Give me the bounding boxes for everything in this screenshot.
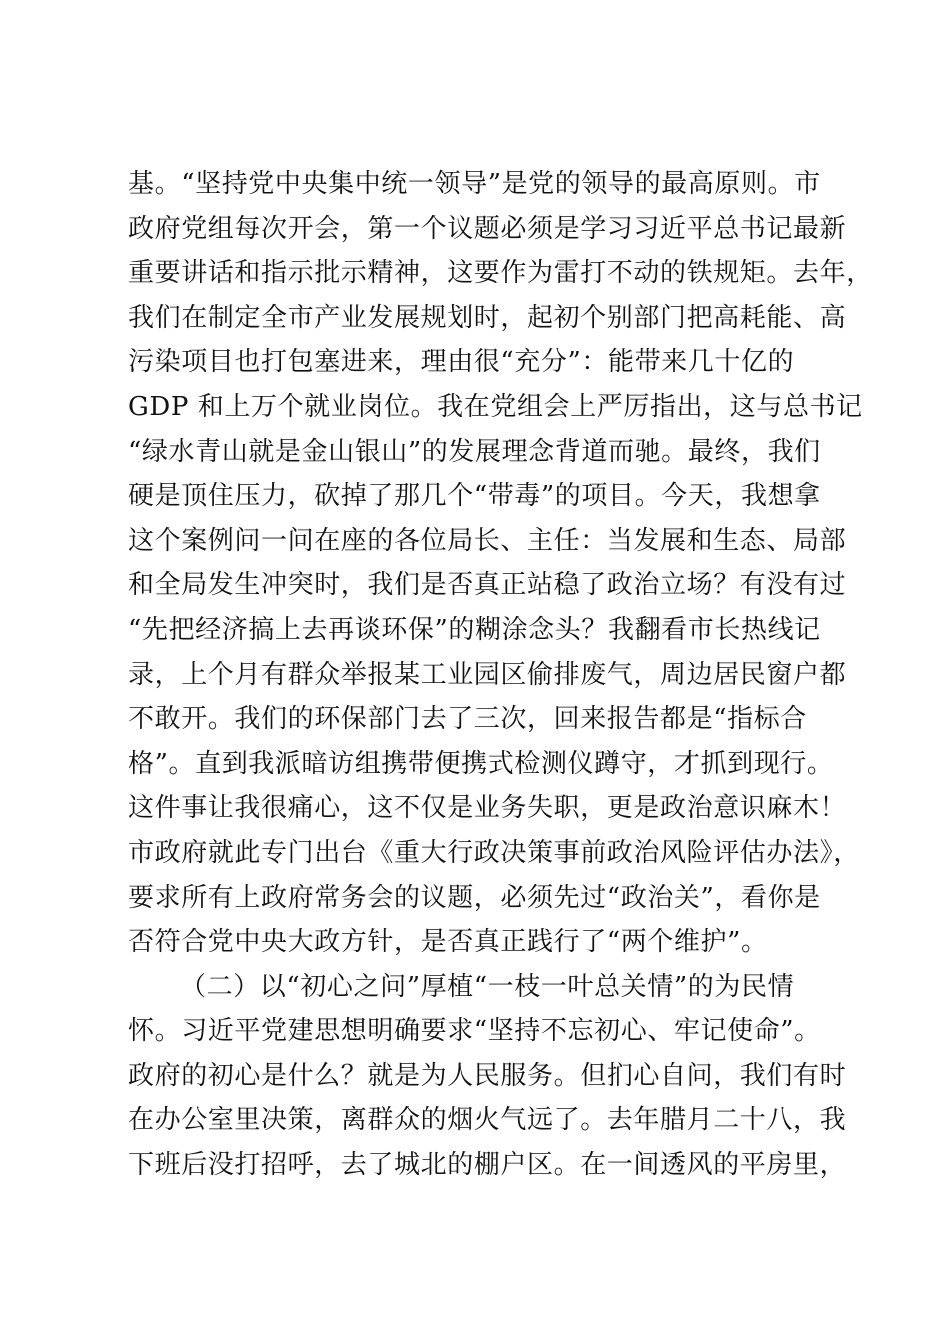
text-line: 否符合党中央大政方针，是否真正践行了“两个维护”。 — [128, 927, 768, 958]
body-text — [128, 162, 873, 1188]
text-line: 下班后没打招呼，去了城北的棚户区。在一间透风的平房里， — [128, 1150, 847, 1181]
section-heading-line: （二）以“初心之问”厚植“一枝一叶总关情”的为民情 — [180, 971, 795, 1002]
text-line: 污染项目也打包塞进来，理由很“充分”：能带来几十亿的 — [128, 347, 795, 378]
text-line: “先把经济搞上去再谈环保”的糊涂念头？我翻看市长热线记 — [128, 614, 821, 645]
text-line: 不敢开。我们的环保部门去了三次，回来报告都是“指标合 — [128, 704, 807, 735]
text-line: 在办公室里决策，离群众的烟火气远了。去年腊月二十八，我 — [128, 1105, 847, 1136]
text-line: 这个案例问一问在座的各位局长、主任：当发展和生态、局部 — [128, 525, 847, 556]
text-line: 硬是顶住压力，砍掉了那几个“带毒”的项目。今天，我想拿 — [128, 481, 821, 512]
text-line: 市政府就此专门出台《重大行政决策事前政治风险评估办法》， — [128, 837, 860, 868]
text-line: 我们在制定全市产业发展规划时，起初个别部门把高耗能、高 — [128, 302, 847, 333]
text-line: 和全局发生冲突时，我们是否真正站稳了政治立场？有没有过 — [128, 570, 847, 601]
text-line: 基。“坚持党中央集中统一领导”是党的领导的最高原则。市 — [128, 169, 821, 199]
text-line: 怀。习近平党建思想明确要求“坚持不忘初心、牢记使命”。 — [128, 1016, 821, 1047]
text-line: 格”。直到我派暗访组携带便携式检测仪蹲守，才抓到现行。 — [128, 748, 834, 779]
text-line: GDP 和上万个就业岗位。我在党组会上严厉指出，这与总书记 — [128, 391, 863, 422]
text-line: 录，上个月有群众举报某工业园区偷排废气，周边居民窗户都 — [128, 659, 847, 690]
text-line: 要求所有上政府常务会的议题，必须先过“政治关”，看你是 — [128, 882, 821, 913]
text-line: 重要讲话和指示批示精神，这要作为雷打不动的铁规矩。去年， — [128, 258, 873, 289]
text-line: “绿水青山就是金山银山”的发展理念背道而驰。最终，我们 — [128, 436, 821, 467]
text-line: 政府党组每次开会，第一个议题必须是学习习近平总书记最新 — [128, 213, 847, 244]
text-line: 政府的初心是什么？就是为人民服务。但扪心自问，我们有时 — [128, 1060, 847, 1091]
text-line: 这件事让我很痛心，这不仅是业务失职，更是政治意识麻木！ — [128, 793, 847, 824]
